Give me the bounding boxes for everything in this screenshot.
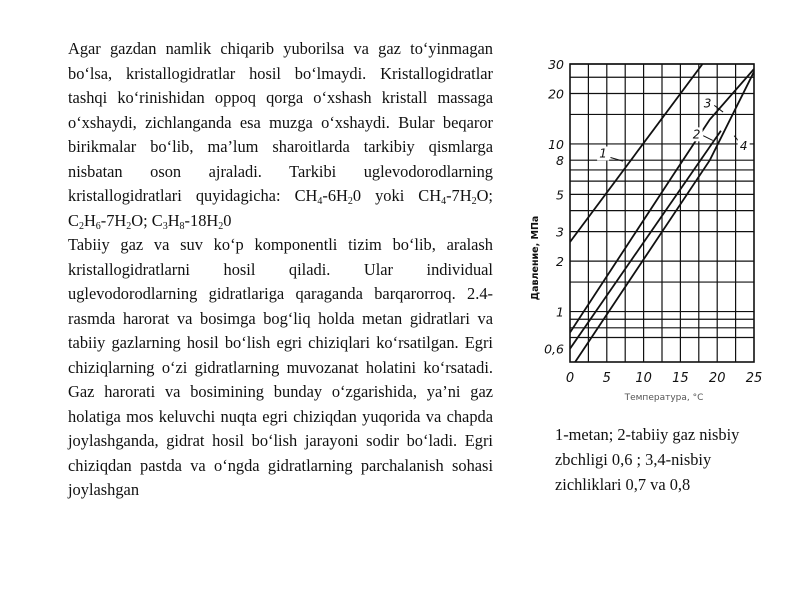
formula-sub: 6	[95, 220, 101, 232]
formula-sub: 3	[162, 220, 168, 232]
formula-part: H	[167, 210, 180, 230]
formula-sub: 4	[317, 196, 323, 207]
curve-label-4: 4	[739, 139, 748, 154]
formula-sub: 8	[179, 220, 185, 232]
y-tick-label: 5	[556, 187, 564, 203]
y-tick-label: 1	[556, 304, 564, 320]
y-tick-label: 8	[556, 153, 564, 169]
formula-sub: 4	[441, 196, 447, 207]
formula-sub: 2	[126, 220, 132, 232]
x-tick-label: 0	[565, 371, 575, 386]
formula-sub: 2	[78, 220, 84, 232]
x-tick-label: 20	[708, 371, 726, 386]
y-tick-label: 10	[548, 136, 564, 152]
x-tick-label: 15	[672, 371, 689, 386]
curve-label-leader	[703, 136, 713, 141]
hydrate-chart	[520, 52, 770, 412]
formula-part: CH	[294, 186, 318, 205]
y-tick-label: 3	[556, 224, 564, 240]
formula-part: -7H	[100, 210, 127, 230]
x-axis-label: Температура, °С	[624, 393, 704, 403]
formula-part: O; C	[68, 186, 493, 230]
formula-sub: 2	[347, 196, 353, 207]
formula-part: -18H	[184, 210, 219, 230]
y-axis-label: Давление, МПа	[530, 215, 541, 301]
y-tick-label: 2	[556, 254, 564, 270]
paragraph-1	[68, 37, 493, 233]
formula-part: O; C	[131, 210, 163, 230]
body-text	[68, 37, 493, 503]
paragraph-2: Tabiiy gaz va suv ko‘p komponentli tizim bo‘lib, aralash kristallogidratlarni hosil qiladi. Ular individual uglevodorodlarning gidratlariga qaraganda barqarorroq. 2.4-rasmda harorat va bosimga bog‘liq holda metan gidratlari va tabiiy gazlarning hosil bo‘lish egri chiziqlari ko‘rsatilgan. Egri chiziqlarning o‘zi gidratlarning muvozanat holatini ko‘rsatadi. Gaz harorati va bosimining bunday o‘zgarishida, ya’ni gaz holatiga mos keluvchi nuqta egri chiziqdan yuqorida va chapda joylashganda, gidrat hosil bo‘lish jarayoni sodir bo‘ladi. Egri chiziqdan pastda va o‘ngda gidratlarning parchalanish sohasi joylashgan	[68, 235, 493, 499]
x-tick-label: 5	[602, 371, 611, 386]
formula-part: -7H	[446, 186, 472, 205]
y-tick-label: 0,6	[544, 341, 564, 357]
formula-sub: 2	[471, 196, 477, 207]
x-tick-label: 10	[635, 371, 652, 386]
formula-sub: 2	[218, 220, 224, 232]
x-tick-label: 25	[745, 371, 763, 386]
y-tick-label: 30	[548, 57, 564, 72]
y-tick-label: 20	[548, 86, 564, 102]
curve-label-3: 3	[703, 96, 712, 111]
curve-label-2: 2	[692, 127, 701, 142]
formula-part: H	[83, 210, 96, 230]
formula-part: -6H	[322, 186, 348, 205]
figure-caption: 1-metan; 2-tabiiy gaz nisbiy zbchligi 0,6 ; 3,4-nisbiy zichliklari 0,7 va 0,8	[555, 425, 740, 494]
paragraph-1-text: Agar gazdan namlik chiqarib yuborilsa va gaz to‘yinmagan bo‘lsa, kristallogidratlar hosil bo‘lmaydi. Kristallogidratlar tashqi ko‘rinishidan oppoq qorga o‘xshash kristall massaga o‘xshaydi, zichlanganda esa muzga o‘xshaydi. Bular beqaror birikmalar bo‘lib, ma’lum sharoitlarda tarkibiy qismlarga nisbatan oson ajraladi. Tarkibi uglevodorodlarning kristallogidratlari quyidagicha:	[68, 39, 493, 205]
formula-part: 0 yoki CH	[352, 186, 442, 205]
formula-part: 0	[223, 210, 232, 230]
curve-label-1: 1	[599, 146, 607, 161]
series-line-1	[570, 64, 703, 242]
